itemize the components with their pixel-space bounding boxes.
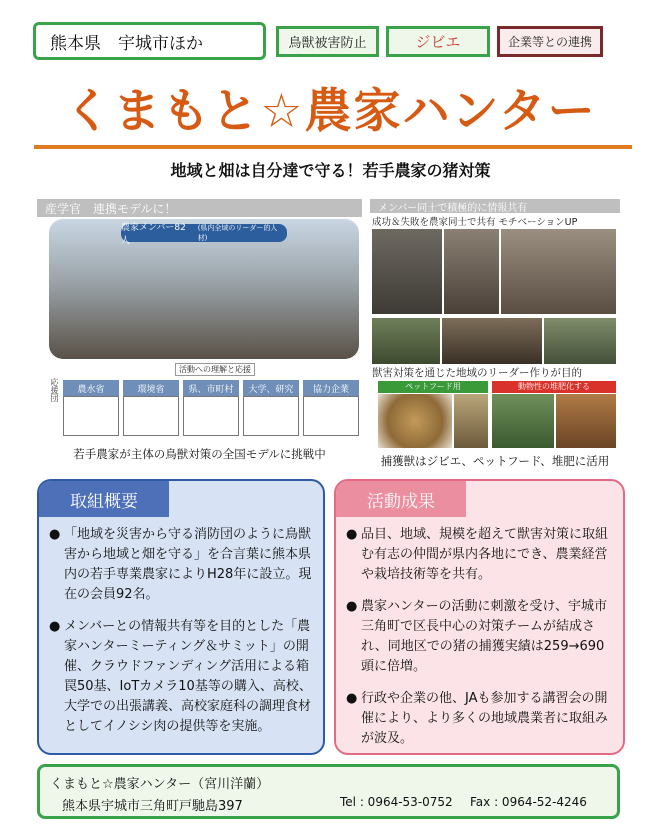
left-section-label: 産学官 連携モデルに！ <box>37 199 362 217</box>
overview-panel <box>37 479 325 755</box>
footer-address: 熊本県宇城市三角町戸馳島397 <box>62 799 243 814</box>
trap-photo-2 <box>544 318 616 364</box>
meeting-photo-3 <box>501 229 616 314</box>
trap-photo-1 <box>372 318 440 364</box>
right-photo-caption: 捕獲獣はジビエ、ペットフード、堆肥に活用 <box>380 454 610 468</box>
footer-org: くまもと☆農家ハンター（宮川洋蘭） <box>50 777 270 792</box>
support-column-body <box>303 396 359 436</box>
tag-wildlife-damage: 鳥獣被害防止 <box>276 26 379 57</box>
bullet-icon: ● <box>346 599 358 614</box>
overview-heading: 取組概要 <box>39 481 169 517</box>
support-column <box>123 380 179 436</box>
list-item-text: 行政や企業の他、JAも参加する講習会の開催により、より多くの地域農業者に取組みが波及。 <box>361 691 609 746</box>
contact-footer <box>37 764 620 819</box>
bullet-icon: ● <box>49 619 61 634</box>
list-item <box>346 597 615 677</box>
tag-corporate-partnership: 企業等との連携 <box>497 26 603 57</box>
member-count-banner <box>121 223 287 246</box>
footer-fax: Fax : 0964-52-4246 <box>470 795 587 809</box>
page-title: くまもと☆農家ハンター <box>64 84 597 139</box>
bullet-icon: ● <box>346 691 358 706</box>
support-column <box>303 380 359 436</box>
member-count-note: (県内全域のリーダー的人材) <box>197 224 278 242</box>
boar-photo <box>442 318 542 364</box>
leader-purpose-label: 獣害対策を通じた地域のリーダー作りが目的 <box>372 367 582 379</box>
group-photo <box>49 219 359 359</box>
support-column <box>243 380 299 436</box>
support-column-header: 県、市町村 <box>183 380 239 396</box>
results-panel <box>334 479 625 755</box>
support-column-header: 環境省 <box>123 380 179 396</box>
list-item-text: 「地域を災害から守る消防団のように鳥獣害から地域と畑を守る」を合言葉に熊本県内の若手専業農家によりH28年に設立。現在の会員92名。 <box>64 527 312 602</box>
support-column <box>183 380 239 436</box>
results-heading: 活動成果 <box>336 481 466 517</box>
support-column-body <box>243 396 299 436</box>
title-divider <box>34 145 632 149</box>
list-item <box>346 525 615 585</box>
list-item <box>49 525 315 605</box>
support-side-label: 応援団 <box>50 378 59 402</box>
support-column-header: 協力企業 <box>303 380 359 396</box>
support-column-body <box>183 396 239 436</box>
support-column-header: 農水省 <box>63 380 119 396</box>
support-grid <box>63 380 359 436</box>
list-item <box>49 617 315 737</box>
member-count-text: 農家メンバー82人 <box>121 223 186 246</box>
pet-food-tag: ペットフード用 <box>378 381 488 393</box>
list-item-text: 農家ハンターの活動に刺激を受け、宇城市三角町で区長中心の対策チームが結成され、同地区での猪の捕獲実績は259→690頭に倍増。 <box>361 599 607 674</box>
meeting-photo-2 <box>444 229 499 314</box>
support-column-body <box>63 396 119 436</box>
compost-photo <box>556 394 616 448</box>
page-subtitle: 地域と畑は自分達で守る！若手農家の猪対策 <box>170 161 491 180</box>
support-column <box>63 380 119 436</box>
right-section-sublabel: 成功＆失敗を農家同士で共有 モチベーションUP <box>372 217 578 228</box>
tag-gibier: ジビエ <box>386 26 490 57</box>
bullet-icon: ● <box>49 527 61 542</box>
compost-facility-photo <box>492 394 554 448</box>
pet-food-photo <box>378 394 452 448</box>
list-item-text: 品目、地域、規模を超えて獣害対策に取組む有志の仲間が県内各地にでき、農業経営や栽培技術等を共有。 <box>361 527 609 582</box>
meeting-photo-1 <box>372 229 442 314</box>
overview-list <box>49 525 315 749</box>
list-item <box>346 689 615 749</box>
results-list <box>346 525 615 761</box>
list-item-text: メンバーとの情報共有等を目的とした「農家ハンターミーティング＆サミット」の開催、クラウドファンディング活用による箱罠50基、IoTカメラ10基等の購入、高校、大学での出張講義、高校家庭科の調理食材としてイノシシ肉の提供等を実施。 <box>64 619 312 734</box>
compost-tag: 動物性の堆肥化する <box>492 381 616 393</box>
bullet-icon: ● <box>346 527 358 542</box>
right-section-label: メンバー同士で積極的に情報共有 <box>370 199 620 213</box>
support-column-header: 大学、研究 <box>243 380 299 396</box>
support-heading: 活動への理解と応援 <box>175 363 255 376</box>
left-photo-caption: 若手農家が主体の鳥獣対策の全国モデルに挑戦中 <box>73 447 326 461</box>
footer-tel: Tel : 0964-53-0752 <box>340 795 453 809</box>
support-column-body <box>123 396 179 436</box>
region-label: 熊本県 宇城市ほか <box>33 22 266 60</box>
product-photo <box>454 394 488 448</box>
